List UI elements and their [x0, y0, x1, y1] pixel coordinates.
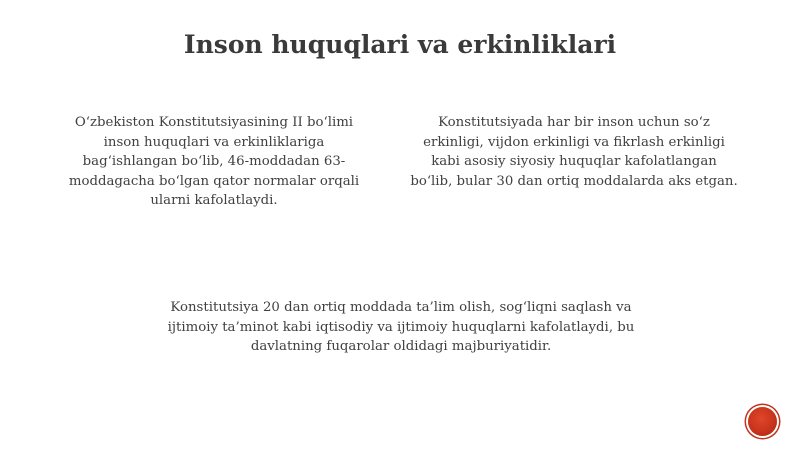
slide-title: Inson huquqlari va erkinliklari: [183, 30, 617, 59]
circle-nav-icon[interactable]: [748, 407, 777, 436]
paragraph-social-rights: Konstitutsiya 20 dan ortiq moddada ta’lim olish, sog‘liqni saqlash va ijtimoiy ta’minot kabi iqtisodiy va ijtimoiy huquqlarni kafolatlaydi, bu davlatning fuqarolar oldidagi majburiyatidir.: [167, 300, 635, 354]
paragraph-constitution-section: O‘zbekiston Konstitutsiyasining II bo‘limi inson huquqlari va erkinliklariga bag‘ishlangan bo‘lib, 46-moddadan 63- moddagacha bo‘lgan qator normalar orqali ularni kafolatlaydi.: [68, 115, 360, 208]
paragraph-political-rights: Konstitutsiyada har bir inson uchun so‘z erkinligi, vijdon erkinligi va fikrlash erkinligi kabi asosiy siyosiy huquqlar kafolatlangan bo‘lib, bular 30 dan ortiq moddalarda aks etgan.: [410, 115, 738, 189]
